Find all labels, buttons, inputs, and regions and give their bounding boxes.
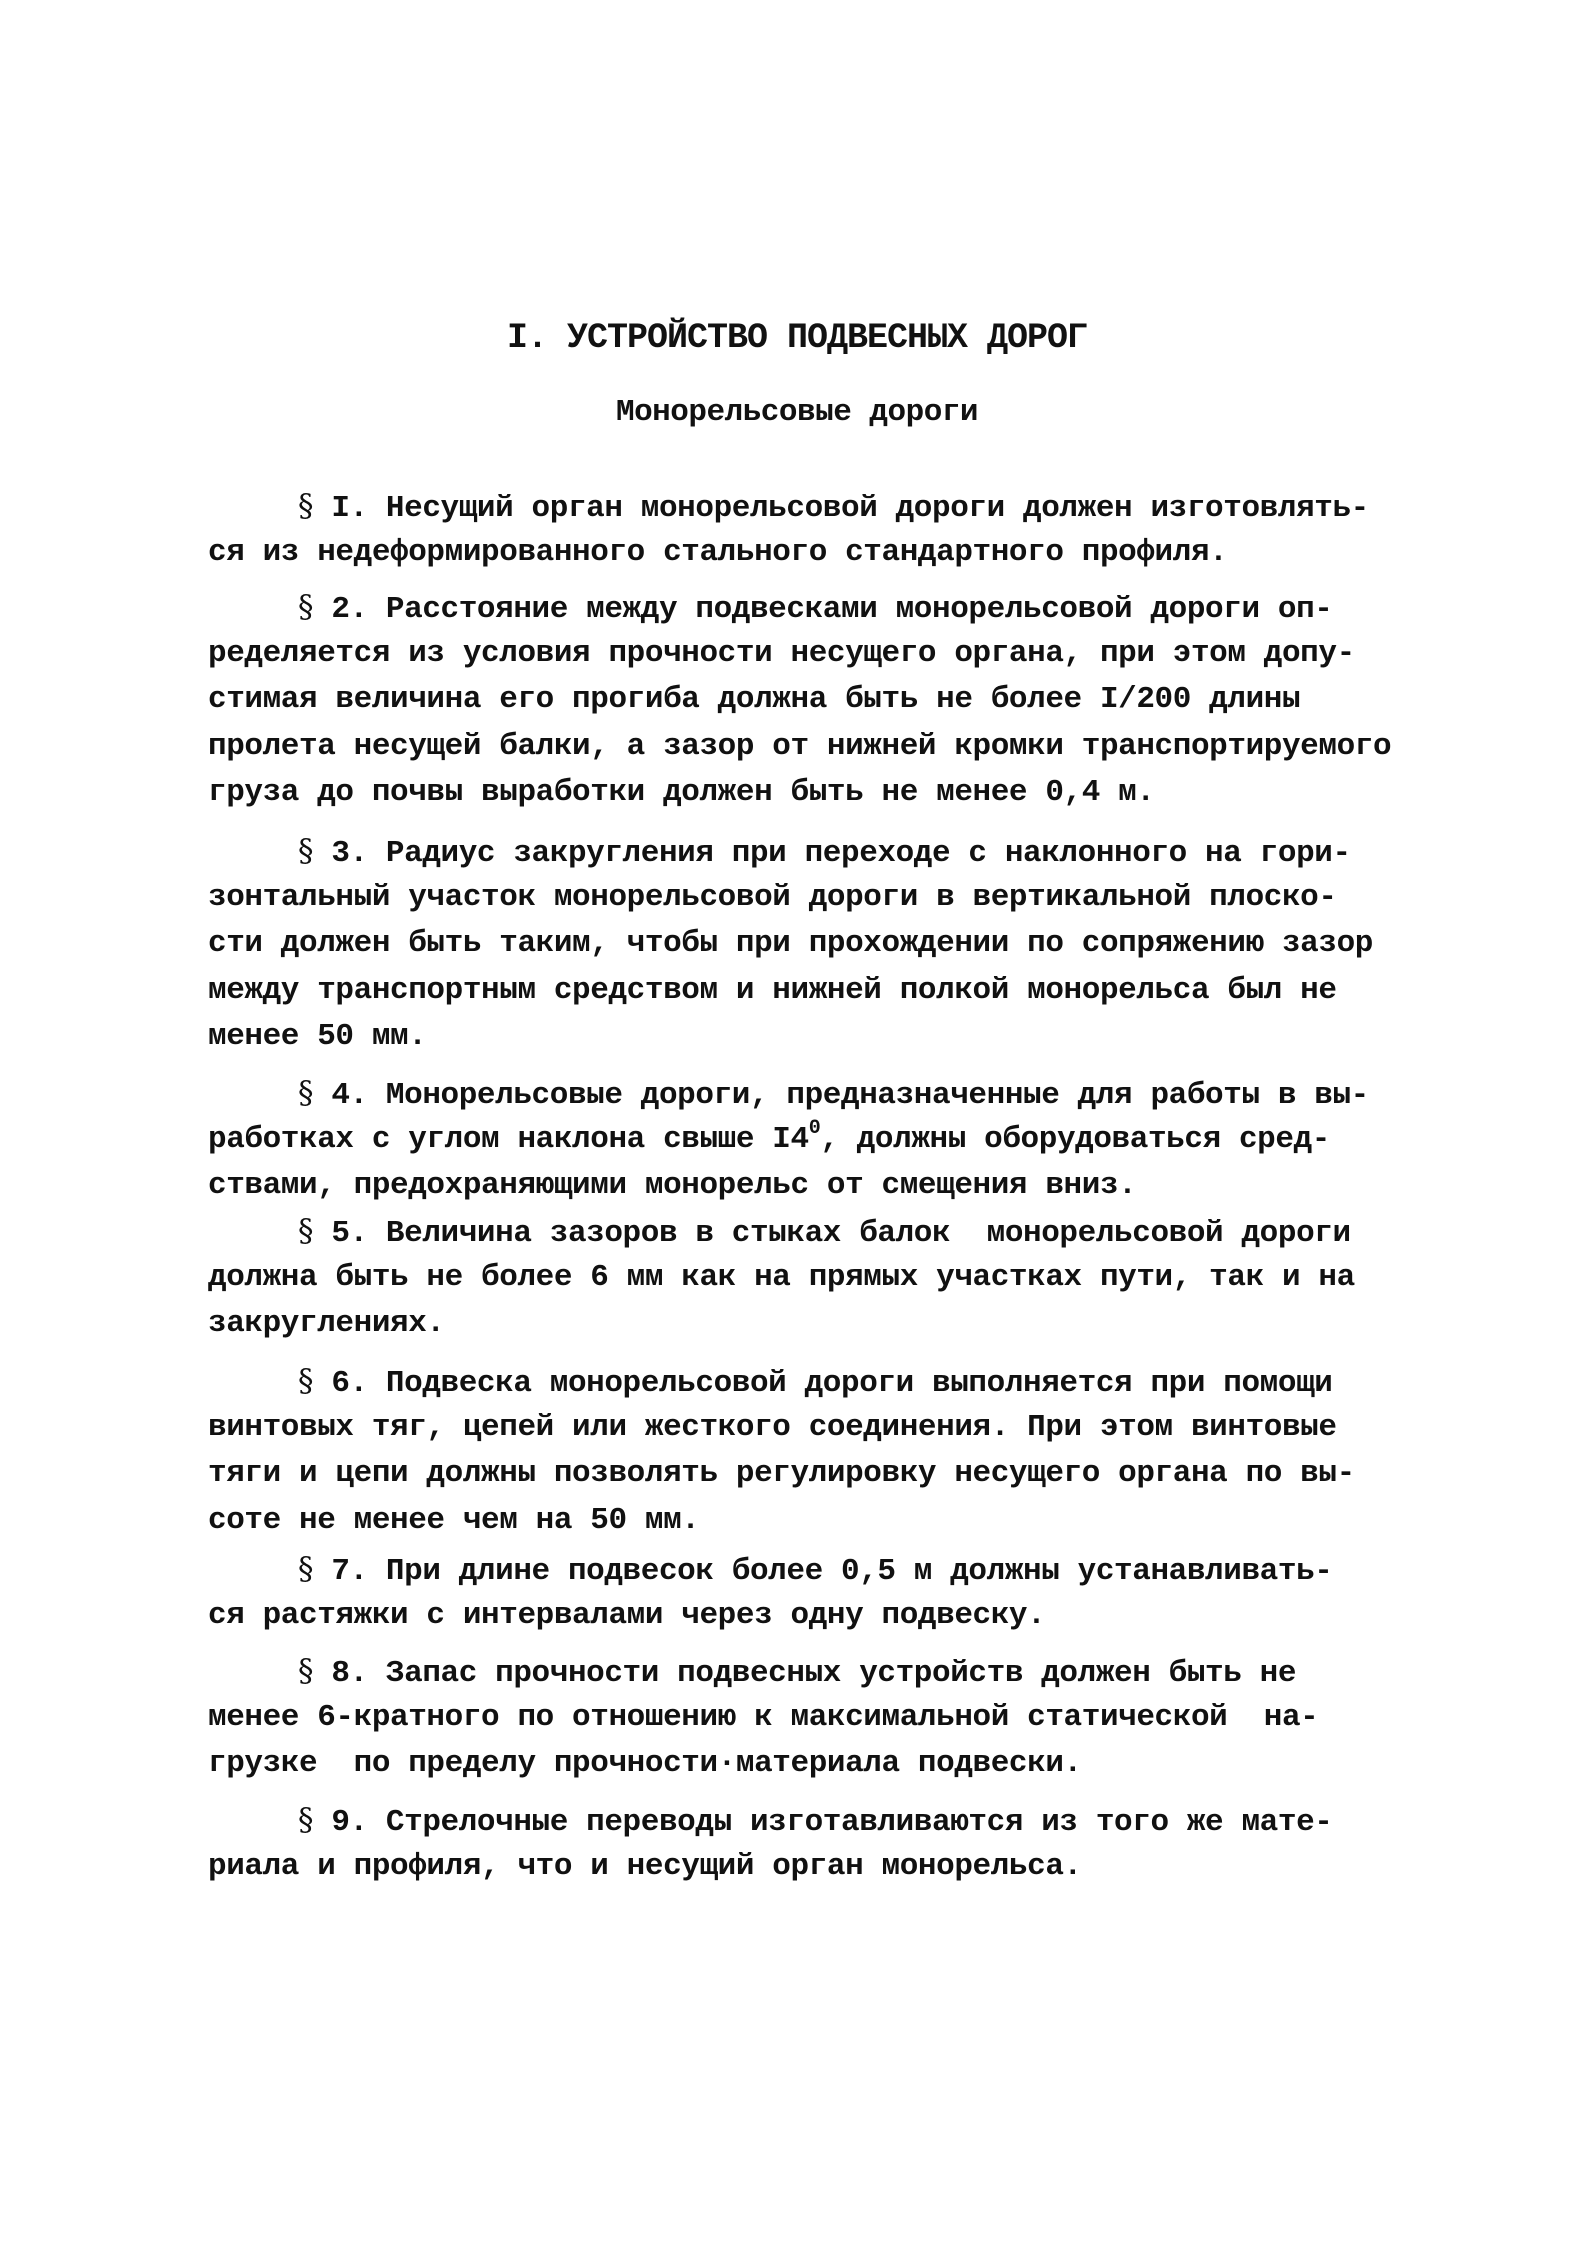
paragraph-1 xyxy=(208,483,1408,576)
paragraph-line xyxy=(208,483,1408,530)
paragraph-number: 5. xyxy=(331,1216,368,1251)
section-sign: § xyxy=(298,1075,314,1111)
paragraph-line xyxy=(208,1070,1408,1117)
section-sign: § xyxy=(298,488,314,524)
paragraph-9 xyxy=(208,1797,1408,1890)
paragraph-number: I. xyxy=(331,491,368,526)
paragraph-line: ся растяжки с интервалами через одну подвеску. xyxy=(208,1597,1046,1633)
paragraph-line: менее 50 мм. xyxy=(208,1019,427,1054)
paragraph-line: груза до почвы выработки должен быть не менее 0,4 м. xyxy=(208,775,1155,810)
paragraph-line: ся из недеформированного стального стандартного профиля. xyxy=(208,534,1228,570)
paragraph-text: Несущий орган монорельсовой дороги должен изготовлять- xyxy=(385,491,1369,526)
paragraph-6 xyxy=(208,1358,1408,1544)
paragraph-text: , должны оборудоваться сред- xyxy=(820,1121,1330,1157)
section-sign: § xyxy=(298,1363,314,1399)
paragraph-line xyxy=(208,1117,1408,1164)
paragraph-line xyxy=(208,1358,1408,1405)
paragraph-line xyxy=(208,1797,1408,1844)
paragraph-line xyxy=(208,1208,1408,1255)
paragraph-line: соте не менее чем на 50 мм. xyxy=(208,1502,700,1538)
paragraph-line: грузке по пределу прочности·материала подвески. xyxy=(208,1746,1082,1781)
paragraph-number: 3. xyxy=(331,836,368,871)
paragraph-number: 9. xyxy=(331,1805,368,1840)
paragraph-line: пролета несущей балки, а зазор от нижней кромки транспортируемого xyxy=(208,728,1392,764)
section-sign: § xyxy=(298,833,314,869)
paragraph-5 xyxy=(208,1208,1408,1348)
paragraph-line: зонтальный участок монорельсовой дороги в вертикальной плоско- xyxy=(208,879,1337,915)
paragraph-line: закруглениях. xyxy=(208,1306,445,1341)
paragraph-line: ствами, предохраняющими монорельс от смещения вниз. xyxy=(208,1168,1137,1203)
paragraph-text: Запас прочности подвесных устройств должен быть не xyxy=(385,1656,1297,1691)
paragraph-7 xyxy=(208,1546,1408,1639)
paragraph-text: Величина зазоров в стыках балок монорельсовой дороги xyxy=(385,1216,1351,1251)
paragraph-number: 4. xyxy=(331,1078,368,1113)
paragraph-line: риала и профиля, что и несущий орган монорельса. xyxy=(208,1848,1082,1884)
paragraph-line xyxy=(208,584,1408,631)
paragraph-text: Расстояние между подвесками монорельсовой дороги оп- xyxy=(385,592,1333,627)
paragraph-2 xyxy=(208,584,1408,817)
section-sign: § xyxy=(298,1551,314,1587)
degree-superscript: 0 xyxy=(808,1116,821,1140)
paragraph-line: тяги и цепи должны позволять регулировку несущего органа по вы- xyxy=(208,1456,1355,1491)
paragraph-number: 6. xyxy=(331,1366,368,1401)
paragraph-line: стимая величина его прогиба должна быть не более I/200 длины xyxy=(208,682,1301,717)
section-sign: § xyxy=(298,1802,314,1838)
paragraph-number: 2. xyxy=(331,592,368,627)
paragraph-text: Стрелочные переводы изготавливаются из того же мате- xyxy=(385,1805,1333,1840)
paragraph-line xyxy=(208,1648,1408,1695)
paragraph-8 xyxy=(208,1648,1408,1788)
paragraph-line: винтовых тяг, цепей или жесткого соединения. При этом винтовые xyxy=(208,1409,1337,1445)
paragraph-line: между транспортным средством и нижней полкой монорельса был не xyxy=(208,972,1337,1008)
section-sign: § xyxy=(298,1653,314,1689)
paragraph-3 xyxy=(208,828,1408,1061)
paragraph-line: сти должен быть таким, чтобы при прохождении по сопряжению зазор xyxy=(208,926,1373,961)
section-title: I. УСТРОЙСТВО ПОДВЕСНЫХ ДОРОГ xyxy=(506,318,1088,358)
paragraph-text: работках с углом наклона свыше I4 xyxy=(208,1121,809,1157)
paragraph-text: Радиус закругления при переходе с наклонного на гори- xyxy=(385,836,1351,871)
section-sign: § xyxy=(298,589,314,625)
paragraph-text: Монорельсовые дороги, предназначенные для работы в вы- xyxy=(385,1078,1369,1113)
paragraph-line: должна быть не более 6 мм как на прямых участках пути, так и на xyxy=(208,1259,1355,1295)
paragraph-line xyxy=(208,1546,1408,1593)
paragraph-number: 7. xyxy=(331,1554,368,1589)
subsection-title: Монорельсовые дороги xyxy=(615,395,979,430)
paragraph-line: ределяется из условия прочности несущего органа, при этом допу- xyxy=(208,635,1355,671)
section-sign: § xyxy=(298,1213,314,1249)
paragraph-4 xyxy=(208,1070,1408,1210)
paragraph-line: менее 6-кратного по отношению к максимальной статической на- xyxy=(208,1699,1319,1735)
paragraph-text: Подвеска монорельсовой дороги выполняется при помощи xyxy=(385,1366,1333,1401)
paragraph-number: 8. xyxy=(331,1656,368,1691)
paragraph-text: При длине подвесок более 0,5 м должны устанавливать- xyxy=(385,1554,1333,1589)
paragraph-line xyxy=(208,828,1408,875)
